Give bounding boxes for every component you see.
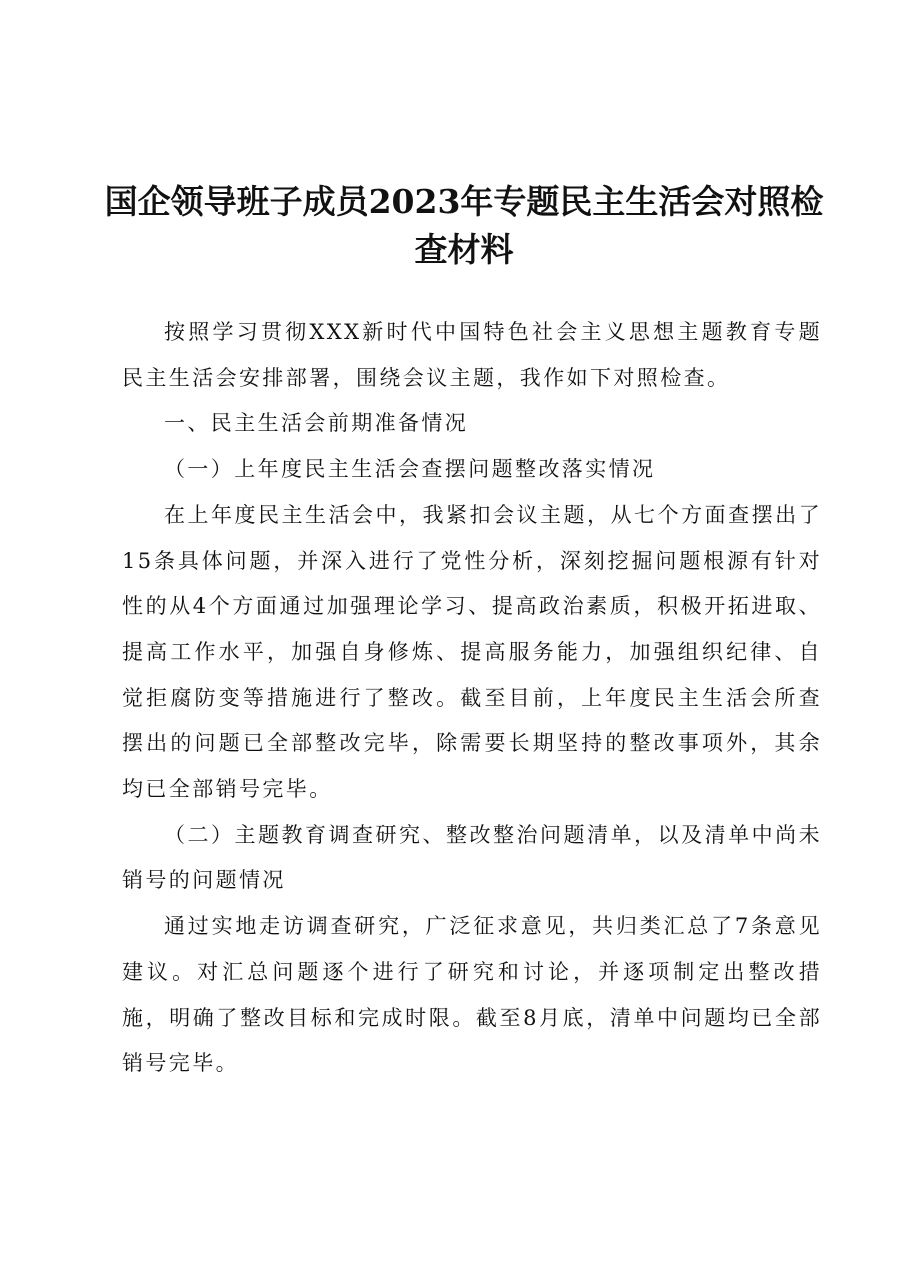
- body-paragraph-2: 通过实地走访调查研究，广泛征求意见，共归类汇总了7条意见建议。对汇总问题逐个进行了研究和讨论，并逐项制定出整改措施，明确了整改目标和完成时限。截至8月底，清单中问题均已全部销号完毕。: [122, 914, 822, 1076]
- section-heading-1: 一、民主生活会前期准备情况: [164, 411, 469, 436]
- body-paragraph-1: 在上年度民主生活会中，我紧扣会议主题，从七个方面查摆出了15条具体问题，并深入进行了党性分析，深刻挖掘问题根源有针对性的从4个方面通过加强理论学习、提高政治素质，积极开拓进取、提高工作水平，加强自身修炼、提高服务能力，加强组织纪律、自觉拒腐防变等措施进行了整改。截至目前，上年度民主生活会所查摆出的问题已全部整改完毕，除需要长期坚持的整改事项外，其余均已全部销号完毕。: [122, 502, 822, 802]
- document-body: [122, 310, 822, 1087]
- subsection-heading-1: （一）上年度民主生活会查摆问题整改落实情况: [164, 457, 656, 482]
- subsection-heading-2: （二）主题教育调查研究、整改整治问题清单，以及清单中尚未销号的问题情况: [122, 822, 822, 893]
- document-title: 国企领导班子成员2023年专题民主生活会对照检查材料: [104, 182, 824, 269]
- intro-paragraph: 按照学习贯彻XXX新时代中国特色社会主义思想主题教育专题民主生活会安排部署，围绕会议主题，我作如下对照检查。: [122, 320, 822, 390]
